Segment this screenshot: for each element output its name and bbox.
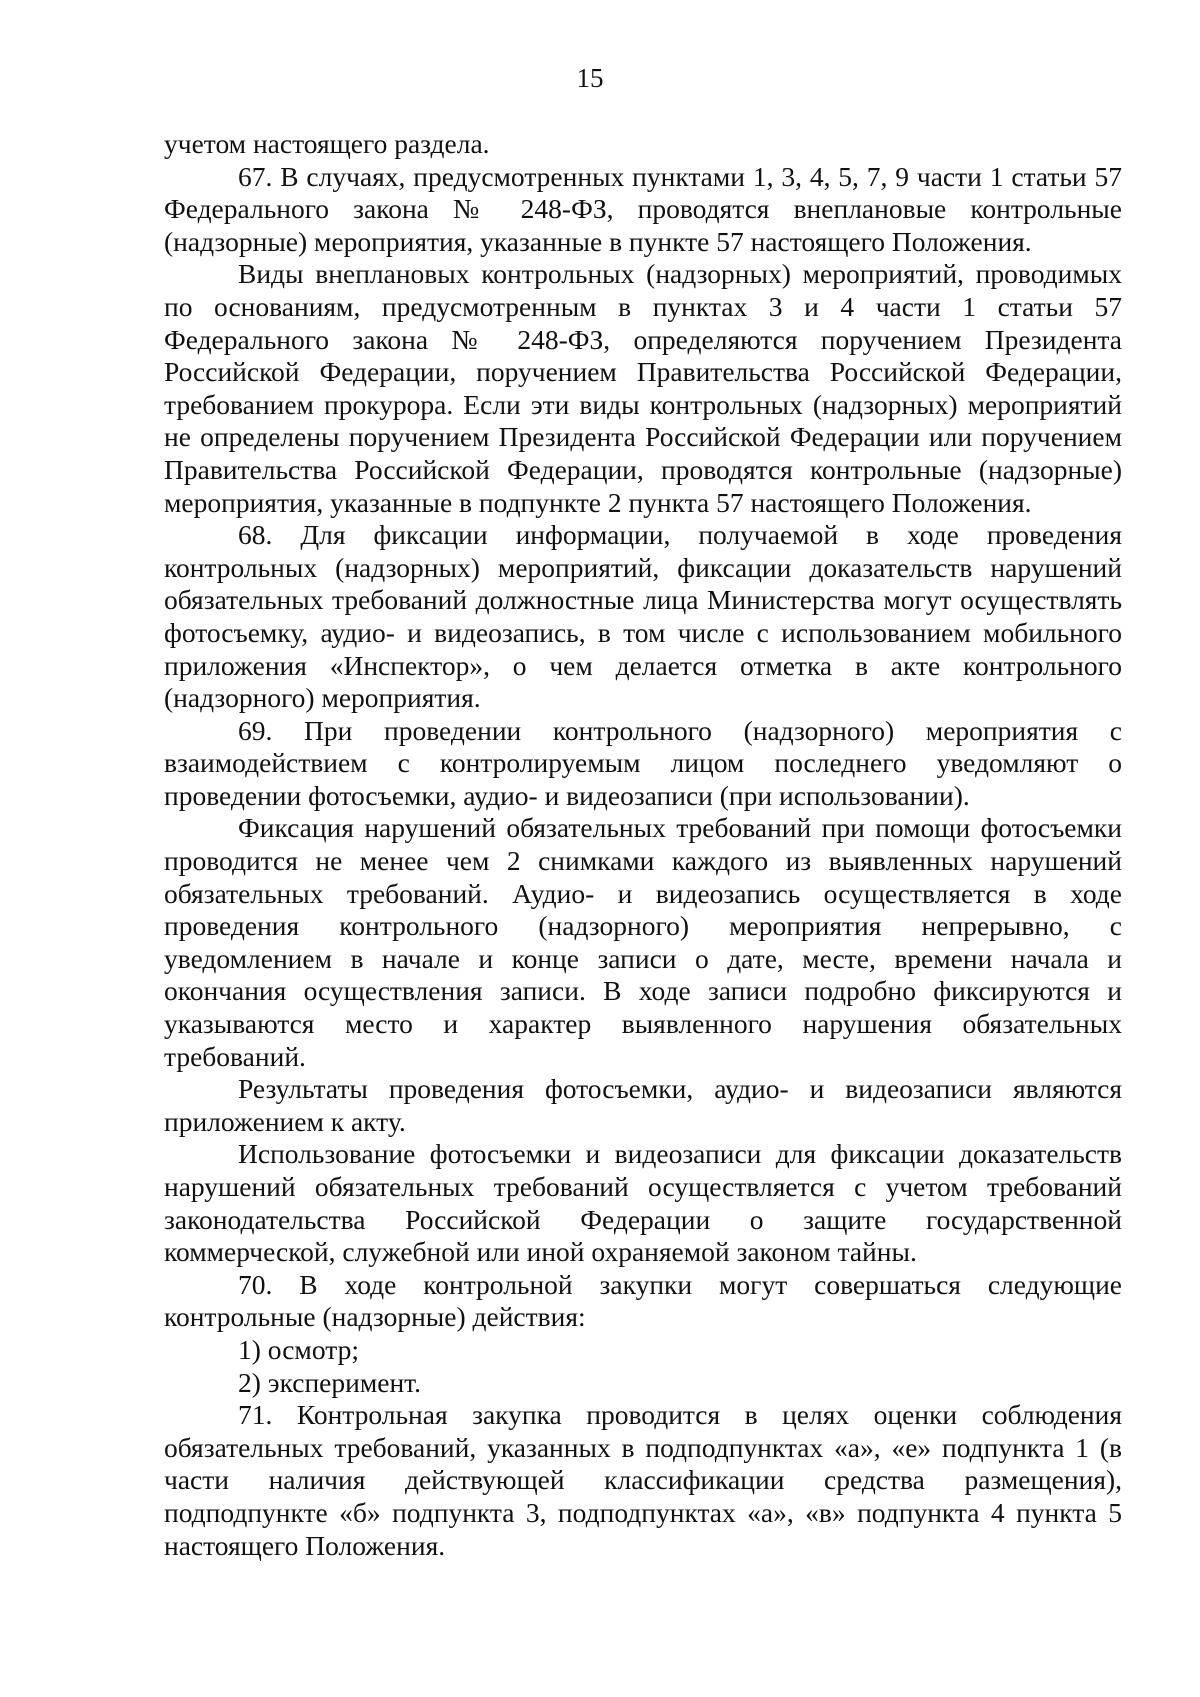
paragraph-69-photo-fixation: Фиксация нарушений обязательных требований при помощи фотосъемки проводится не менее чем 2 снимками каждого из выявленных нарушений обязательных требований. Аудио- и видеозапись осуществляется в ходе проведения контрольного (надзорного) мероприятия непрерывно, с уведомлением в начале и конце записи о дате, месте, времени начала и окончания осуществления записи. В ходе записи подробно фиксируются и указываются место и характер выявленного нарушения обязательных требований. — [164, 812, 1122, 1072]
paragraph-67: 67. В случаях, предусмотренных пунктами 1, 3, 4, 5, 7, 9 части 1 статьи 57 Федерального закона № 248-ФЗ, проводятся внеплановые контрольные (надзорные) мероприятия, указанные в пункте 57 настоящего Положения. — [164, 160, 1122, 257]
paragraph-70: 70. В ходе контрольной закупки могут совершаться следующие контрольные (надзорные) действия: — [164, 1268, 1122, 1333]
paragraph-71: 71. Контрольная закупка проводится в целях оценки соблюдения обязательных требований, указанных в подподпунктах «а», «е» подпункта 1 (в части наличия действующей классификации средства размещения), подподпункте «б» подпункта 3, подподпунктах «а», «в» подпункта 4 пункта 5 настоящего Положения. — [164, 1399, 1122, 1561]
paragraph-69-results: Результаты проведения фотосъемки, аудио- и видеозаписи являются приложением к акту. — [164, 1073, 1122, 1137]
document-body — [164, 128, 1122, 1562]
paragraph-69: 69. При проведении контрольного (надзорного) мероприятия с взаимодействием с контролируемым лицом последнего уведомляют о проведении фотосъемки, аудио- и видеозаписи (при использовании). — [164, 714, 1122, 811]
page-number: 15 — [576, 63, 604, 93]
list-item-experiment: 2) эксперимент. — [238, 1366, 422, 1398]
list-item-inspection: 1) осмотр; — [238, 1333, 359, 1365]
paragraph-67-unscheduled-types: Виды внеплановых контрольных (надзорных) мероприятий, проводимых по основаниям, предусмотренным в пунктах 3 и 4 части 1 статьи 57 Федерального закона № 248-ФЗ, определяются поручением Президента Российской Федерации, поручением Правительства Российской Федерации, требованием прокурора. Если эти виды контрольных (надзорных) мероприятий не определены поручением Президента Российской Федерации или поручением Правительства Российской Федерации, проводятся контрольные (надзорные) мероприятия, указанные в подпункте 2 пункта 57 настоящего Положения. — [164, 258, 1122, 518]
paragraph-continuation: учетом настоящего раздела. — [164, 128, 490, 159]
paragraph-69-usage: Использование фотосъемки и видеозаписи для фиксации доказательств нарушений обязательных требований осуществляется с учетом требований законодательства Российской Федерации о защите государственной коммерческой, служебной или иной охраняемой законом тайны. — [164, 1138, 1122, 1268]
paragraph-68: 68. Для фиксации информации, получаемой в ходе проведения контрольных (надзорных) мероприятий, фиксации доказательств нарушений обязательных требований должностные лица Министерства могут осуществлять фотосъемку, аудио- и видеозапись, в том числе с использованием мобильного приложения «Инспектор», о чем делается отметка в акте контрольного (надзорного) мероприятия. — [164, 519, 1122, 714]
